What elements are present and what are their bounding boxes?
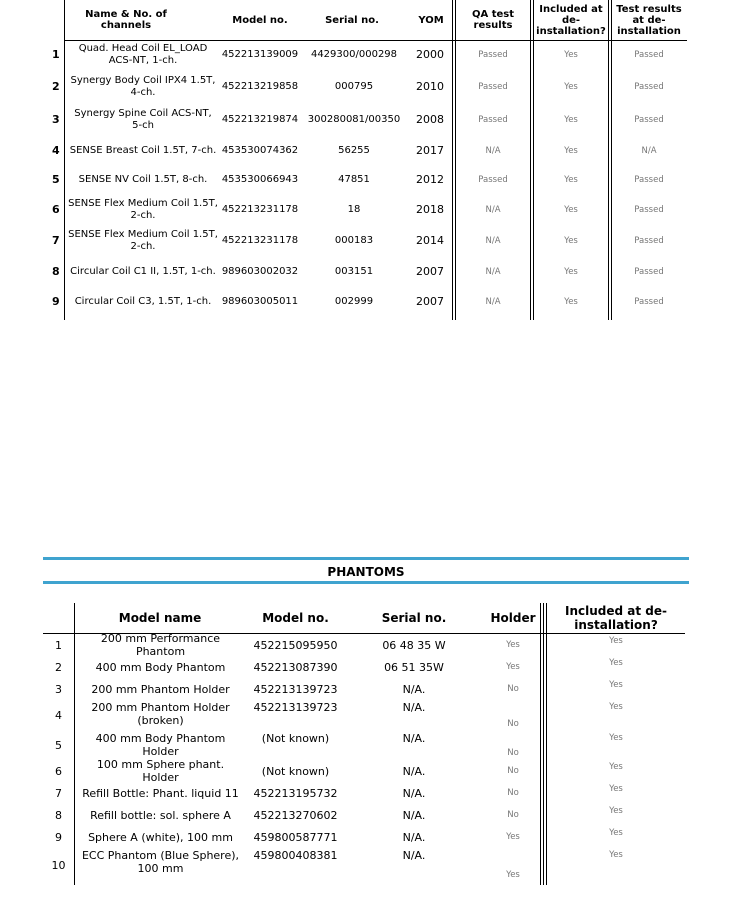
- phantom-model-name: 400 mm Body Phantom: [95, 660, 226, 674]
- phantom-holder: No: [507, 765, 519, 776]
- header-serial-no: Serial no.: [325, 14, 379, 26]
- table-row: [43, 731, 685, 760]
- coil-serial-no: 000183: [334, 235, 374, 246]
- coil-included: Yes: [564, 146, 578, 156]
- coil-name: Synergy Spine Coil ACS-NT, 5-ch: [74, 108, 212, 131]
- phantom-model-name: 400 mm Body Phantom Holder: [95, 732, 226, 758]
- phantom-holder: No: [507, 809, 519, 820]
- phantom-model-no: 452213087390: [253, 660, 338, 674]
- phantom-model-name: 100 mm Sphere phant. Holder: [96, 758, 225, 784]
- phantom-serial-no: N/A.: [402, 682, 426, 696]
- phantom-serial-no: 06 51 35W: [384, 660, 444, 674]
- phantom-holder: Yes: [506, 639, 520, 650]
- table-row: [42, 287, 687, 317]
- coil-included: Yes: [564, 175, 578, 185]
- header-qa-test-results: QA test results: [471, 9, 515, 31]
- row-number: 3: [52, 113, 60, 126]
- phantom-serial-no: N/A.: [402, 701, 426, 714]
- header-included-at-deinstallation: Included at de-installation?: [565, 604, 667, 632]
- coil-yom: 2014: [416, 234, 444, 247]
- coil-name: SENSE NV Coil 1.5T, 8-ch.: [78, 174, 208, 185]
- phantom-model-name: 200 mm Performance Phantom: [100, 632, 221, 658]
- row-number: 8: [52, 265, 60, 278]
- coil-test-result: Passed: [634, 267, 664, 277]
- coil-qa-result: Passed: [478, 82, 508, 92]
- row-number: 4: [52, 144, 60, 157]
- coil-included: Yes: [564, 267, 578, 277]
- phantom-included: Yes: [609, 828, 623, 838]
- coil-test-result: Passed: [634, 205, 664, 215]
- coil-model-no: 452213219858: [221, 81, 299, 92]
- phantom-serial-no: N/A.: [402, 849, 426, 862]
- row-number: 8: [55, 808, 62, 822]
- row-number: 7: [55, 786, 62, 800]
- phantom-model-no: 452213270602: [253, 808, 338, 822]
- coil-name: Circular Coil C1 II, 1.5T, 1-ch.: [70, 266, 216, 277]
- coil-qa-result: N/A: [485, 146, 501, 156]
- phantom-serial-no: N/A.: [402, 764, 426, 778]
- coil-model-no: 989603005011: [221, 296, 299, 307]
- phantom-included: Yes: [609, 762, 623, 772]
- phantom-included: Yes: [609, 784, 623, 794]
- phantom-serial-no: N/A.: [402, 786, 426, 800]
- table-row: [43, 760, 685, 782]
- row-number: 7: [52, 234, 60, 247]
- coil-yom: 2017: [416, 144, 444, 157]
- coil-model-no: 989603002032: [221, 266, 299, 277]
- header-yom: YOM: [418, 14, 444, 26]
- coil-model-no: 452213139009: [221, 49, 299, 60]
- phantom-holder: No: [507, 719, 519, 729]
- coil-yom: 2008: [416, 113, 444, 126]
- row-number: 2: [55, 660, 62, 674]
- coil-model-no: 452213231178: [221, 235, 299, 246]
- row-number: 4: [55, 709, 62, 722]
- header-model-no: Model no.: [232, 14, 288, 26]
- table-row: [43, 826, 685, 848]
- coil-test-result: Passed: [634, 175, 664, 185]
- coil-qa-result: Passed: [478, 175, 508, 185]
- phantom-model-no: 452215095950: [253, 638, 338, 652]
- section-rule-bottom: [43, 581, 689, 584]
- phantom-model-name: Sphere A (white), 100 mm: [88, 830, 233, 844]
- table-row: [42, 195, 687, 225]
- phantom-included: Yes: [609, 658, 623, 668]
- coil-yom: 2000: [416, 48, 444, 61]
- coil-included: Yes: [564, 50, 578, 60]
- phantom-model-no: 452213195732: [253, 786, 338, 800]
- coil-included: Yes: [564, 236, 578, 246]
- table-row: [43, 634, 685, 656]
- table-row: [43, 656, 685, 678]
- header-holder: Holder: [490, 611, 536, 625]
- row-number: 1: [55, 638, 62, 652]
- phantom-model-no: 459800408381: [253, 849, 338, 862]
- table-row: [42, 226, 687, 256]
- row-number: 1: [52, 48, 60, 61]
- phantom-included: Yes: [609, 680, 623, 690]
- coil-name: Synergy Body Coil IPX4 1.5T, 4-ch.: [70, 75, 216, 98]
- phantom-model-name: 200 mm Phantom Holder: [91, 682, 230, 696]
- phantom-included: Yes: [609, 702, 623, 712]
- coil-model-no: 452213219874: [221, 114, 299, 125]
- coil-qa-result: N/A: [485, 205, 501, 215]
- table-row: [43, 804, 685, 826]
- coil-model-no: 453530066943: [221, 174, 299, 185]
- phantoms-table: [43, 603, 685, 885]
- phantom-model-no: (Not known): [261, 732, 330, 745]
- phantom-holder: Yes: [506, 661, 520, 672]
- phantom-model-no: 459800587771: [253, 830, 338, 844]
- phantom-included: Yes: [609, 636, 623, 646]
- table-row: [42, 165, 687, 195]
- table-row: [43, 700, 685, 731]
- coil-serial-no: 003151: [334, 266, 374, 277]
- row-number: 9: [55, 830, 62, 844]
- coil-included: Yes: [564, 115, 578, 125]
- phantom-model-name: Refill Bottle: Phant. liquid 11: [82, 786, 239, 800]
- header-included-at-deinstallation: Included at de-installation?: [536, 3, 606, 37]
- table-row: [42, 257, 687, 287]
- phantom-holder: No: [507, 748, 519, 758]
- phantom-holder: No: [507, 787, 519, 798]
- coil-name: SENSE Flex Medium Coil 1.5T, 2-ch.: [68, 198, 218, 221]
- header-name-channels: Name & No. of channels: [85, 9, 167, 31]
- coil-serial-no: 47851: [338, 174, 370, 185]
- coil-test-result: Passed: [634, 115, 664, 125]
- row-number: 5: [52, 173, 60, 186]
- phantom-holder: Yes: [506, 831, 520, 842]
- phantom-model-name: 200 mm Phantom Holder (broken): [91, 701, 230, 727]
- phantom-included: Yes: [609, 733, 623, 743]
- row-number: 5: [55, 739, 62, 752]
- coil-model-no: 452213231178: [221, 204, 299, 215]
- table-row: [42, 103, 687, 137]
- coil-name: SENSE Flex Medium Coil 1.5T, 2-ch.: [68, 229, 218, 252]
- header-serial-no: Serial no.: [381, 611, 447, 625]
- coil-name: Quad. Head Coil EL_LOAD ACS-NT, 1-ch.: [78, 43, 208, 66]
- phantom-serial-no: 06 48 35 W: [382, 638, 446, 652]
- table-row: [42, 72, 687, 102]
- header-model-no: Model no.: [262, 611, 329, 625]
- row-number: 6: [55, 764, 62, 778]
- coil-serial-no: 56255: [338, 145, 370, 156]
- phantom-serial-no: N/A.: [402, 830, 426, 844]
- row-number: 3: [55, 682, 62, 696]
- coil-yom: 2007: [416, 265, 444, 278]
- coil-serial-no: 000795: [334, 81, 374, 92]
- row-number: 2: [52, 80, 60, 93]
- coil-qa-result: Passed: [478, 115, 508, 125]
- coil-name: SENSE Breast Coil 1.5T, 7-ch.: [69, 145, 217, 156]
- coil-yom: 2018: [416, 203, 444, 216]
- phantoms-heading: PHANTOMS: [327, 565, 405, 579]
- coil-test-result: Passed: [634, 82, 664, 92]
- phantom-included: Yes: [609, 850, 623, 860]
- coil-yom: 2007: [416, 295, 444, 308]
- coil-test-result: Passed: [634, 236, 664, 246]
- row-number: 6: [52, 203, 60, 216]
- coils-table: [42, 0, 687, 320]
- phantom-model-no: 452213139723: [253, 682, 338, 696]
- table-row: [42, 41, 687, 69]
- phantom-model-name: Refill bottle: sol. sphere A: [90, 808, 231, 822]
- coil-qa-result: N/A: [485, 236, 501, 246]
- phantom-holder: No: [507, 683, 519, 694]
- coil-serial-no: 18: [347, 204, 361, 215]
- phantom-model-no: 452213139723: [253, 701, 338, 714]
- coil-qa-result: N/A: [485, 267, 501, 277]
- phantom-holder: Yes: [506, 870, 520, 880]
- phantom-serial-no: N/A.: [402, 808, 426, 822]
- coil-test-result: Passed: [634, 297, 664, 307]
- coil-serial-no: 002999: [334, 296, 374, 307]
- coil-test-result: Passed: [634, 50, 664, 60]
- row-number: 9: [52, 295, 60, 308]
- phantom-included: Yes: [609, 806, 623, 816]
- coil-included: Yes: [564, 82, 578, 92]
- coil-name: Circular Coil C3, 1.5T, 1-ch.: [74, 296, 212, 307]
- table-row: [43, 782, 685, 804]
- header-model-name: Model name: [118, 611, 202, 625]
- coil-test-result: N/A: [641, 146, 657, 156]
- header-test-results-at-deinstallation: Test results at de-installation: [616, 3, 682, 37]
- table-row: [43, 848, 685, 882]
- table-row: [43, 678, 685, 700]
- coil-qa-result: Passed: [478, 50, 508, 60]
- coil-qa-result: N/A: [485, 297, 501, 307]
- coil-included: Yes: [564, 297, 578, 307]
- row-number: 10: [51, 858, 66, 872]
- section-rule-top: [43, 557, 689, 560]
- coil-serial-no: 4429300/000298: [310, 49, 398, 60]
- coil-model-no: 453530074362: [221, 145, 299, 156]
- coil-serial-no: 300280081/00350: [307, 114, 401, 125]
- phantom-model-name: ECC Phantom (Blue Sphere), 100 mm: [81, 849, 240, 875]
- table-row: [42, 138, 687, 164]
- coil-yom: 2010: [416, 80, 444, 93]
- phantom-serial-no: N/A.: [402, 732, 426, 745]
- coil-yom: 2012: [416, 173, 444, 186]
- coil-included: Yes: [564, 205, 578, 215]
- phantom-model-no: (Not known): [261, 764, 330, 778]
